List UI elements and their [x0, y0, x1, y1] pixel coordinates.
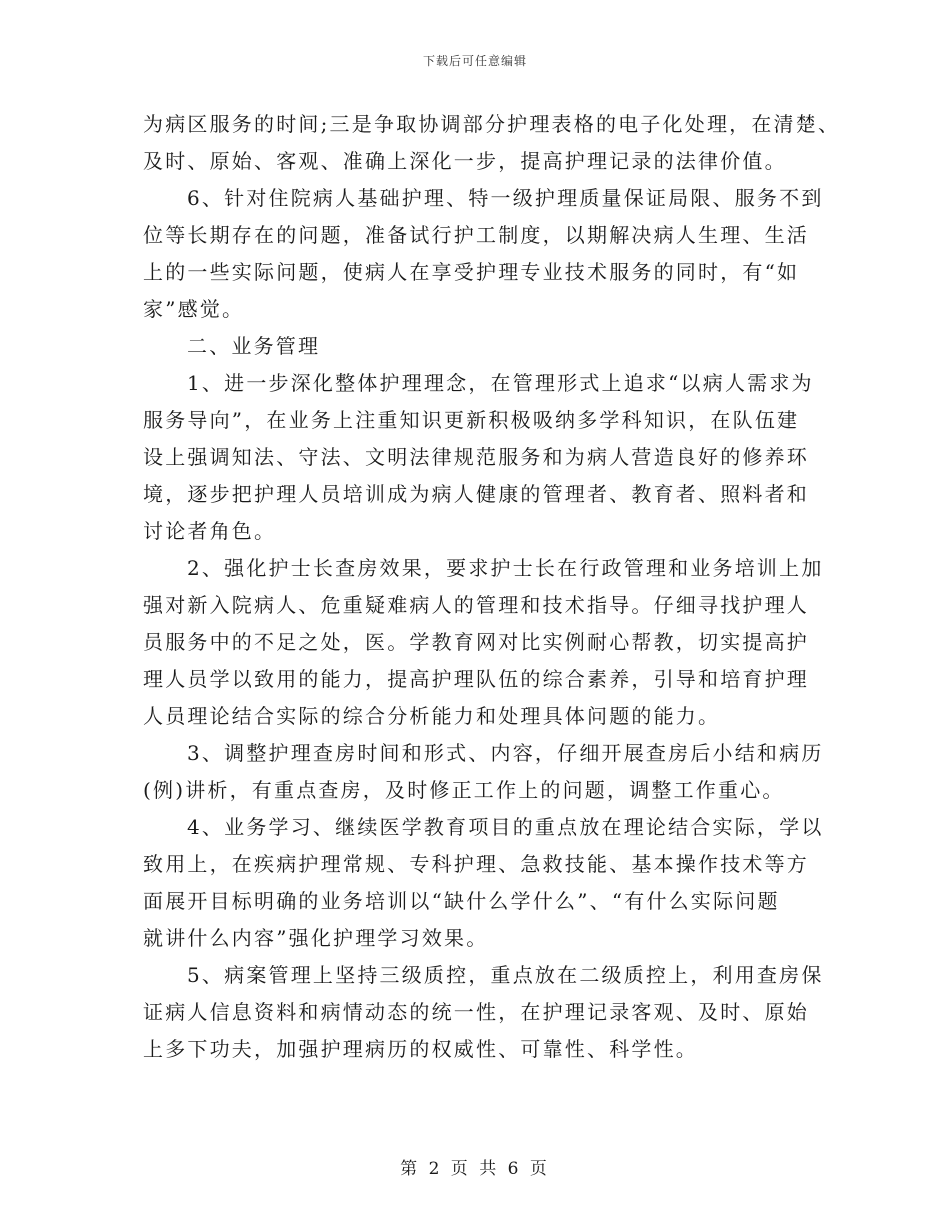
- text-line: 上的一些实际问题，使病人在享受护理专业技术服务的同时，有“如: [143, 260, 800, 284]
- text-line: 3、调整护理查房时间和形式、内容，仔细开展查房后小结和病历: [187, 741, 824, 765]
- text-line: 为病区服务的时间;三是争取协调部分护理表格的电子化处理，在清楚、: [143, 112, 841, 136]
- text-line: 证病人信息资料和病情动态的统一性，在护理记录客观、及时、原始: [143, 1000, 809, 1024]
- text-line: 上多下功夫，加强护理病历的权威性、可靠性、科学性。: [143, 1037, 698, 1061]
- text-line: 强对新入院病人、危重疑难病人的管理和技术指导。仔细寻找护理人: [143, 593, 809, 617]
- text-line: 1、进一步深化整体护理理念，在管理形式上追求“以病人需求为: [187, 371, 814, 395]
- page-header: 下载后可任意编辑: [422, 54, 527, 68]
- text-line: 家”感觉。: [143, 297, 245, 321]
- text-line: 致用上，在疾病护理常规、专科护理、急救技能、基本操作技术等方: [143, 852, 809, 876]
- text-line: 讨论者角色。: [143, 519, 277, 543]
- text-line: 2、强化护士长查房效果，要求护士长在行政管理和业务培训上加: [187, 556, 824, 580]
- text-line: 设上强调知法、守法、文明法律规范服务和为病人营造良好的修养环: [143, 445, 809, 469]
- text-line: 位等长期存在的问题，准备试行护工制度，以期解决病人生理、生活: [143, 223, 809, 247]
- page-number: 第 2 页 共 6 页: [400, 1159, 550, 1179]
- text-line: 及时、原始、客观、准确上深化一步，提高护理记录的法律价值。: [143, 149, 787, 173]
- text-line: 就讲什么内容”强化护理学习效果。: [143, 926, 489, 950]
- text-line: (例)讲析，有重点查房，及时修正工作上的问题，调整工作重心。: [143, 778, 785, 802]
- document-body: [143, 106, 841, 1068]
- text-line: 5、病案管理上坚持三级质控，重点放在二级质控上，利用查房保: [187, 963, 824, 987]
- text-line: 境，逐步把护理人员培训成为病人健康的管理者、教育者、照料者和: [143, 482, 809, 506]
- text-line: 服务导向”，在业务上注重知识更新积极吸纳多学科知识，在队伍建: [143, 408, 800, 432]
- text-line: 人员理论结合实际的综合分析能力和处理具体问题的能力。: [143, 704, 721, 728]
- text-line: 4、业务学习、继续医学教育项目的重点放在理论结合实际，学以: [187, 815, 824, 839]
- text-line: 6、针对住院病人基础护理、特一级护理质量保证局限、服务不到: [187, 186, 824, 210]
- text-line: 面展开目标明确的业务培训以“缺什么学什么”、“有什么实际问题: [143, 889, 780, 913]
- text-line: 理人员学以致用的能力，提高护理队伍的综合素养，引导和培育护理: [143, 667, 809, 691]
- text-line: 二、业务管理: [187, 334, 321, 358]
- text-line: 员服务中的不足之处，医。学教育网对比实例耐心帮教，切实提高护: [143, 630, 809, 654]
